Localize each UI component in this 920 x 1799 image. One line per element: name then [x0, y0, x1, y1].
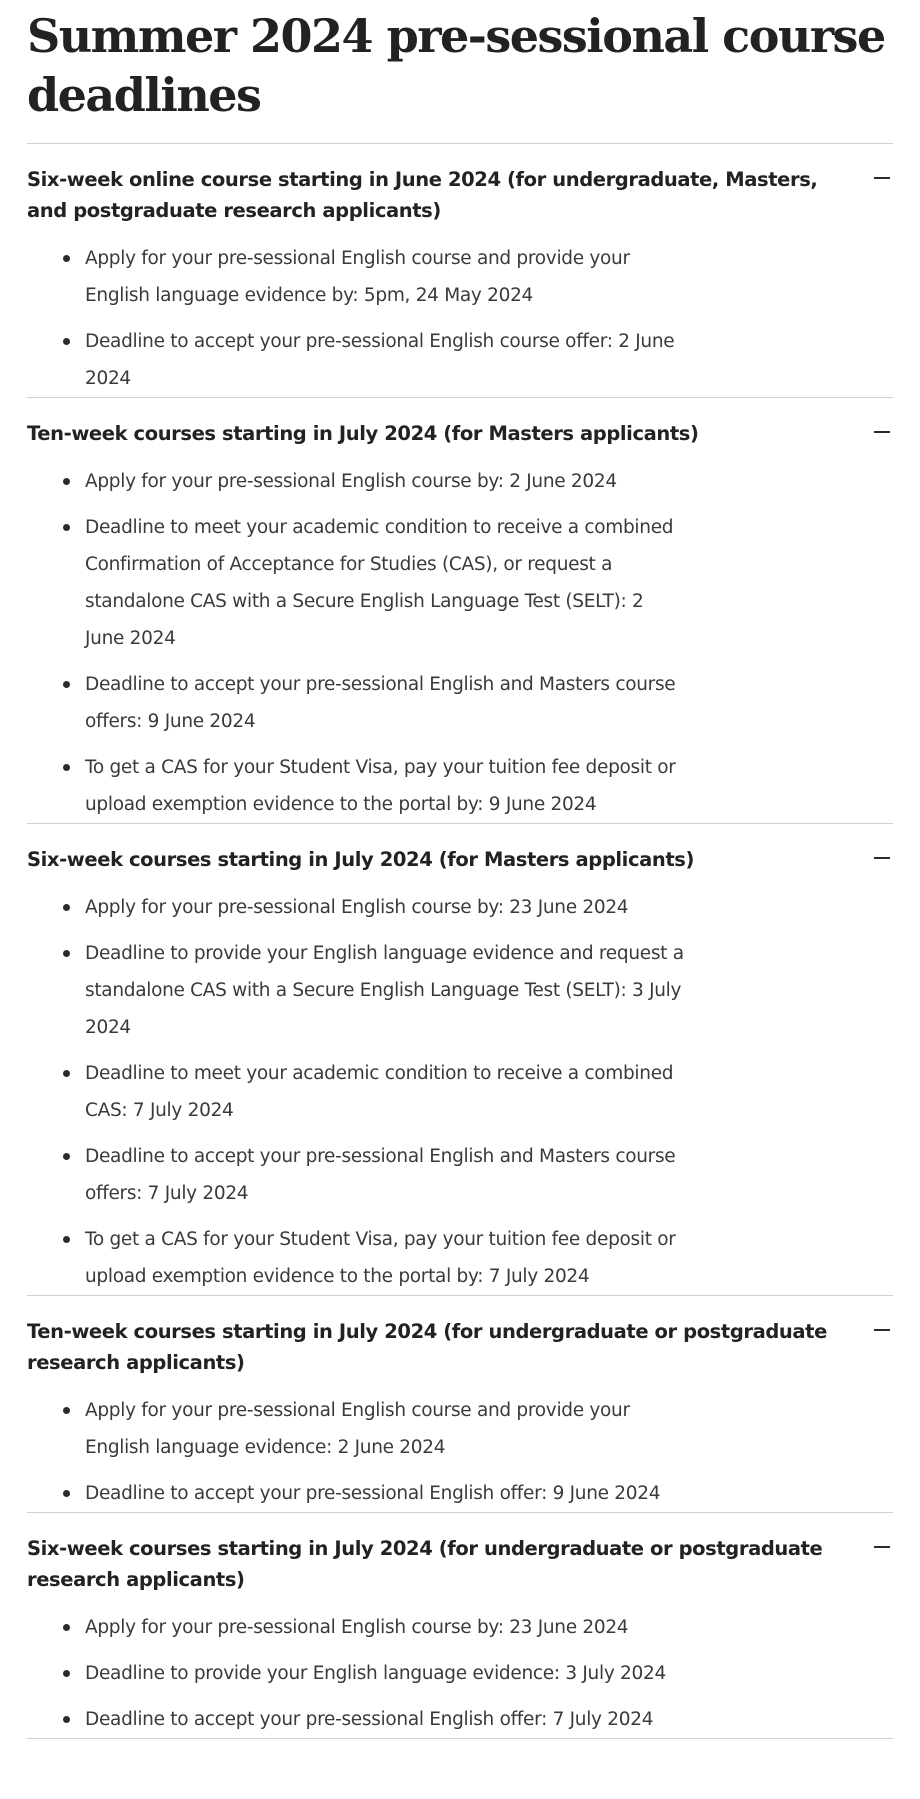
accordion-header[interactable]: [27, 824, 893, 875]
accordion-body: [27, 889, 893, 1295]
accordion-body: [27, 1392, 893, 1512]
minus-icon[interactable]: [871, 848, 893, 870]
accordion-section-six-week-ug-pgr: [27, 1513, 893, 1739]
accordion-title: Ten-week courses starting in July 2024 (for undergraduate or postgraduate research applicants): [27, 1320, 827, 1374]
list-item: Deadline to accept your pre-sessional English and Masters course offers: 9 June 2024: [85, 666, 685, 740]
accordion-body: [27, 1609, 893, 1738]
deadline-list: [27, 1609, 893, 1738]
list-item: Deadline to accept your pre-sessional English offer: 9 June 2024: [85, 1475, 685, 1512]
accordion-header[interactable]: [27, 398, 893, 449]
accordion-section-six-week-masters: [27, 824, 893, 1296]
deadline-list: [27, 889, 893, 1295]
list-item: Apply for your pre-sessional English course by: 23 June 2024: [85, 889, 685, 926]
deadlines-accordion: [27, 143, 893, 1739]
list-item: Apply for your pre-sessional English course by: 23 June 2024: [85, 1609, 685, 1646]
accordion-section-ten-week-ug-pgr: [27, 1296, 893, 1513]
list-item: Deadline to accept your pre-sessional English course offer: 2 June 2024: [85, 323, 685, 397]
deadline-list: [27, 463, 893, 823]
deadline-list: [27, 1392, 893, 1512]
minus-icon[interactable]: [871, 1537, 893, 1559]
list-item: Deadline to meet your academic condition to receive a combined Confirmation of Acceptance for Studies (CAS), or request a standalone CAS with a Secure English Language Test (SELT): 2 June 2024: [85, 509, 685, 657]
list-item: Deadline to provide your English language evidence and request a standalone CAS with a Secure English Language Test (SELT): 3 July 2024: [85, 935, 685, 1046]
list-item: Apply for your pre-sessional English course and provide your English language evidence: 2 June 2024: [85, 1392, 685, 1466]
accordion-title: Six-week online course starting in June 2024 (for undergraduate, Masters, and postgraduate research applicants): [27, 168, 818, 222]
accordion-title: Six-week courses starting in July 2024 (for Masters applicants): [27, 848, 694, 871]
list-item: To get a CAS for your Student Visa, pay your tuition fee deposit or upload exemption evidence to the portal by: 7 July 2024: [85, 1221, 685, 1295]
list-item: Deadline to meet your academic condition to receive a combined CAS: 7 July 2024: [85, 1055, 685, 1129]
accordion-header[interactable]: [27, 1296, 893, 1378]
minus-icon[interactable]: [871, 168, 893, 190]
list-item: To get a CAS for your Student Visa, pay your tuition fee deposit or upload exemption evidence to the portal by: 9 June 2024: [85, 749, 685, 823]
minus-icon[interactable]: [871, 422, 893, 444]
list-item: Deadline to provide your English language evidence: 3 July 2024: [85, 1655, 685, 1692]
accordion-header[interactable]: [27, 1513, 893, 1595]
accordion-section-online-june: [27, 144, 893, 398]
accordion-title: Ten-week courses starting in July 2024 (for Masters applicants): [27, 422, 699, 445]
accordion-title: Six-week courses starting in July 2024 (for undergraduate or postgraduate research applicants): [27, 1537, 823, 1591]
list-item: Deadline to accept your pre-sessional English and Masters course offers: 7 July 2024: [85, 1138, 685, 1212]
deadline-list: [27, 240, 893, 397]
list-item: Deadline to accept your pre-sessional English offer: 7 July 2024: [85, 1701, 685, 1738]
list-item: Apply for your pre-sessional English course by: 2 June 2024: [85, 463, 685, 500]
accordion-header[interactable]: [27, 144, 893, 226]
accordion-section-ten-week-masters: [27, 398, 893, 824]
minus-icon[interactable]: [871, 1320, 893, 1342]
list-item: Apply for your pre-sessional English course and provide your English language evidence by: 5pm, 24 May 2024: [85, 240, 685, 314]
accordion-body: [27, 240, 893, 397]
page-title: Summer 2024 pre-sessional course deadlines: [27, 9, 885, 122]
accordion-body: [27, 463, 893, 823]
